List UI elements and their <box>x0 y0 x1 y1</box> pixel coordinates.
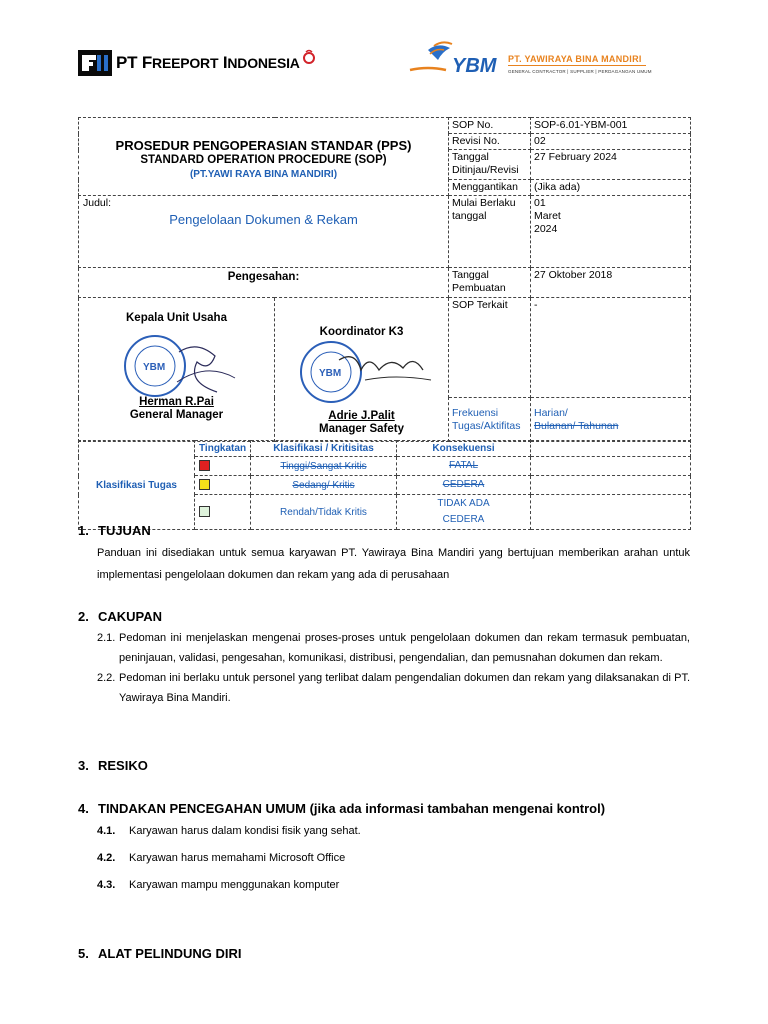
menggantikan-value: (Jika ada) <box>531 180 691 196</box>
tanggal-pembuatan-value: 27 Oktober 2018 <box>531 268 691 298</box>
section-heading: 4. TINDAKAN PENCEGAHAN UMUM (jika ada informasi tambahan mengenai kontrol) <box>78 801 606 816</box>
svg-text:YBM: YBM <box>143 362 166 373</box>
cakupan-item: 2.1. Pedoman ini menjelaskan mengenai proses-proses untuk pengelolaan dokumen dan rekam termasuk pembuatan, peninjauan, validasi, pengesahan, komunikasi, distribusi, pengendalian, dan pemusnahan dokumen dan rekam. <box>97 632 690 664</box>
koordinator-k3-role: Manager Safety <box>318 423 404 435</box>
sop-title-cell <box>79 118 449 196</box>
klasifikasi-table <box>78 440 691 530</box>
frekuensi-value: Harian/ Bulanan/ Tahunan <box>531 398 691 442</box>
koordinator-k3-title: Koordinator K3 <box>319 326 404 338</box>
level-medium-label: Sedang/ Kritis <box>251 476 397 495</box>
ybm-bird-icon <box>408 40 508 80</box>
sop-no-label: SOP No. <box>449 118 531 134</box>
green-square-icon <box>199 506 210 517</box>
tanggal-revisi-value: 27 February 2024 <box>531 150 691 180</box>
level-low-label: Rendah/Tidak Kritis <box>251 495 397 530</box>
freeport-name: PT FREEPORT INDONESIA <box>116 53 300 72</box>
judul-label: Judul: <box>83 197 112 209</box>
ybm-divider <box>508 65 646 66</box>
section-tujuan <box>78 523 690 586</box>
mulai-berlaku-label: Mulai Berlaku tanggal <box>449 196 531 268</box>
tujuan-text: Panduan ini disediakan untuk semua karyawan PT. Yawiraya Bina Mandiri yang bertujuan memberikan arahan untuk implementasi pengelolaan dokumen dan rekam yang ada di perusahaan <box>97 547 690 581</box>
section-resiko <box>78 758 690 773</box>
klasifikasi-label: Klasifikasi Tugas <box>79 441 195 530</box>
freeport-mark-icon <box>78 50 112 76</box>
tanggal-pembuatan-label: Tanggal Pembuatan <box>449 268 531 298</box>
section-heading: 2. CAKUPAN <box>78 609 163 624</box>
judul-cell <box>79 196 449 268</box>
level-high-consequence: FATAL <box>397 457 531 476</box>
sop-title-main: PROSEDUR PENGOPERASIAN STANDAR (PPS) <box>115 138 412 153</box>
tindakan-item: 4.2. Karyawan harus memahami Microsoft Office <box>97 852 346 864</box>
red-square-icon <box>199 460 210 471</box>
klasifikasi-empty <box>531 441 691 457</box>
section-heading: 3. RESIKO <box>78 758 148 773</box>
ybm-tagline: GENERAL CONTRACTOR | SUPPLIER | PERDAGANGAN UMUM <box>508 69 652 74</box>
header-konsekuensi: Konsekuensi <box>397 441 531 457</box>
tindakan-item: 4.1. Karyawan harus dalam kondisi fisik yang sehat. <box>97 825 361 837</box>
ybm-company-name: PT. YAWIRAYA BINA MANDIRI <box>508 54 642 64</box>
pengesahan-cell <box>79 268 449 298</box>
frekuensi-label: Frekuensi Tugas/Aktifitas <box>449 398 531 442</box>
kepala-unit-role: General Manager <box>129 409 224 421</box>
header-tingkatan: Tingkatan <box>195 441 251 457</box>
freeport-logo <box>78 48 316 78</box>
signature-koordinator-k3 <box>275 298 449 442</box>
section-tindakan <box>78 801 690 891</box>
kepala-unit-name: Herman R.Pai <box>139 396 214 408</box>
sop-company: (PT.YAWI RAYA BINA MANDIRI) <box>189 169 338 180</box>
company-stamp-icon <box>295 340 445 410</box>
signature-kepala-unit <box>79 298 275 442</box>
freeport-swirl-icon <box>302 49 316 65</box>
svg-text:YBM: YBM <box>452 55 497 77</box>
level-medium-color <box>195 476 251 495</box>
level-high-label: Tinggi/Sangat Kritis <box>251 457 397 476</box>
company-stamp-icon <box>117 332 247 402</box>
svg-text:YBM: YBM <box>319 368 342 379</box>
pengesahan-label: Pengesahan: <box>227 271 300 283</box>
klasifikasi-empty <box>531 476 691 495</box>
mulai-berlaku-value: 01 Maret 2024 <box>531 196 691 268</box>
sop-no-value: SOP-6.01-YBM-001 <box>531 118 691 134</box>
svg-text:FM: FM <box>95 74 97 75</box>
menggantikan-label: Menggantikan <box>449 180 531 196</box>
level-medium-consequence: CEDERA <box>397 476 531 495</box>
sop-header-table <box>78 117 691 442</box>
header-klasifikasi: Klasifikasi / Kritisitas <box>251 441 397 457</box>
revisi-value: 02 <box>531 134 691 150</box>
cakupan-item: 2.2. Pedoman ini berlaku untuk personel yang terlibat dalam pengendalian dokumen dan rekam yang dilaksanakan di PT. Yawiraya Bina Mandiri. <box>97 672 690 704</box>
sop-terkait-value: - <box>531 298 691 398</box>
revisi-label: Revisi No. <box>449 134 531 150</box>
klasifikasi-empty <box>531 457 691 476</box>
section-heading: 5. ALAT PELINDUNG DIRI <box>78 946 242 961</box>
judul-value: Pengelolaan Dokumen & Rekam <box>169 212 358 227</box>
section-heading: 1. TUJUAN <box>78 523 151 538</box>
level-high-color <box>195 457 251 476</box>
section-apd <box>78 946 690 961</box>
yellow-square-icon <box>199 479 210 490</box>
sop-title-sub: STANDARD OPERATION PROCEDURE (SOP) <box>140 154 387 166</box>
level-low-consequence: TIDAK ADA CEDERA <box>397 495 531 530</box>
koordinator-k3-name: Adrie J.Palit <box>328 410 395 422</box>
tanggal-revisi-label: Tanggal Ditinjau/Revisi <box>449 150 531 180</box>
section-cakupan <box>78 609 690 708</box>
sop-terkait-label: SOP Terkait <box>449 298 531 398</box>
kepala-unit-title: Kepala Unit Usaha <box>126 312 227 324</box>
tindakan-item: 4.3. Karyawan mampu menggunakan komputer <box>97 879 340 891</box>
ybm-text <box>508 54 642 64</box>
ybm-logo <box>408 40 652 80</box>
